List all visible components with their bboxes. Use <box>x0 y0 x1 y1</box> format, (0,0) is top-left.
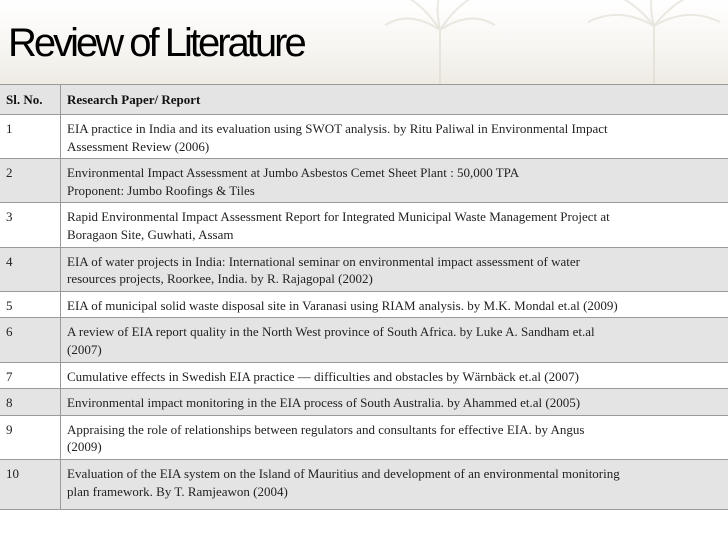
row-serial: 7 <box>0 362 61 389</box>
row-paper <box>61 362 728 389</box>
table-row <box>0 291 728 318</box>
table-header-row <box>0 85 728 115</box>
table-row <box>0 115 728 159</box>
row-serial: 9 <box>0 415 61 459</box>
palm-tree-watermark-icon <box>380 0 500 84</box>
paper-line: (2009) <box>67 439 102 455</box>
row-paper <box>61 459 728 509</box>
page-title: Review of Literature <box>8 21 304 65</box>
row-serial: 6 <box>0 318 61 362</box>
row-paper <box>61 159 728 203</box>
row-paper <box>61 291 728 318</box>
paper-line: Boragaon Site, Guwhati, Assam <box>67 226 234 242</box>
table-row <box>0 415 728 459</box>
row-paper <box>61 318 728 362</box>
row-serial: 2 <box>0 159 61 203</box>
column-header-serial: Sl. No. <box>0 85 61 115</box>
literature-table <box>0 84 728 510</box>
paper-line: Rapid Environmental Impact Assessment Report for Integrated Municipal Waste Management Project at <box>67 209 610 225</box>
paper-line: EIA of water projects in India: International seminar on environmental impact assessment of water <box>67 253 580 269</box>
paper-line: plan framework. By T. Ramjeawon (2004) <box>67 483 288 499</box>
column-header-paper: Research Paper/ Report <box>61 85 728 115</box>
table-row <box>0 389 728 416</box>
paper-line: Evaluation of the EIA system on the Island of Mauritius and development of an environmental monitoring <box>67 465 620 481</box>
table-row <box>0 159 728 203</box>
table-row <box>0 459 728 509</box>
paper-line: Environmental Impact Assessment at Jumbo Asbestos Cemet Sheet Plant : 50,000 TPA <box>67 165 520 181</box>
row-paper <box>61 115 728 159</box>
row-paper <box>61 203 728 247</box>
paper-line: EIA practice in India and its evaluation using SWOT analysis. by Ritu Paliwal in Environmental Impact <box>67 121 608 136</box>
paper-line: (2007) <box>67 341 102 357</box>
paper-line: Cumulative effects in Swedish EIA practice — difficulties and obstacles by Wärnbäck et.al (2007) <box>67 368 579 384</box>
table-row <box>0 203 728 247</box>
table-row <box>0 362 728 389</box>
row-serial: 5 <box>0 291 61 318</box>
paper-line: Assessment Review (2006) <box>67 138 210 154</box>
row-serial: 1 <box>0 115 61 159</box>
paper-line: Appraising the role of relationships between regulators and consultants for effective EIA. by Angus <box>67 421 585 437</box>
paper-line: resources projects, Roorkee, India. by R. Rajagopal (2002) <box>67 271 373 287</box>
row-serial: 10 <box>0 459 61 509</box>
row-paper <box>61 247 728 291</box>
row-serial: 3 <box>0 203 61 247</box>
row-serial: 4 <box>0 247 61 291</box>
table-row <box>0 318 728 362</box>
table-row <box>0 247 728 291</box>
paper-line: A review of EIA report quality in the North West province of South Africa. by Luke A. Sandham et.al <box>67 324 595 340</box>
slide-header <box>0 0 728 84</box>
paper-line: Proponent: Jumbo Roofings & Tiles <box>67 182 255 198</box>
paper-line: EIA of municipal solid waste disposal site in Varanasi using RIAM analysis. by M.K. Mondal et.al (2009) <box>67 297 618 313</box>
paper-line: Environmental impact monitoring in the EIA process of South Australia. by Ahammed et.al (2005) <box>67 395 581 411</box>
palm-tree-watermark-icon <box>580 0 728 84</box>
row-paper <box>61 415 728 459</box>
row-serial: 8 <box>0 389 61 416</box>
row-paper <box>61 389 728 416</box>
